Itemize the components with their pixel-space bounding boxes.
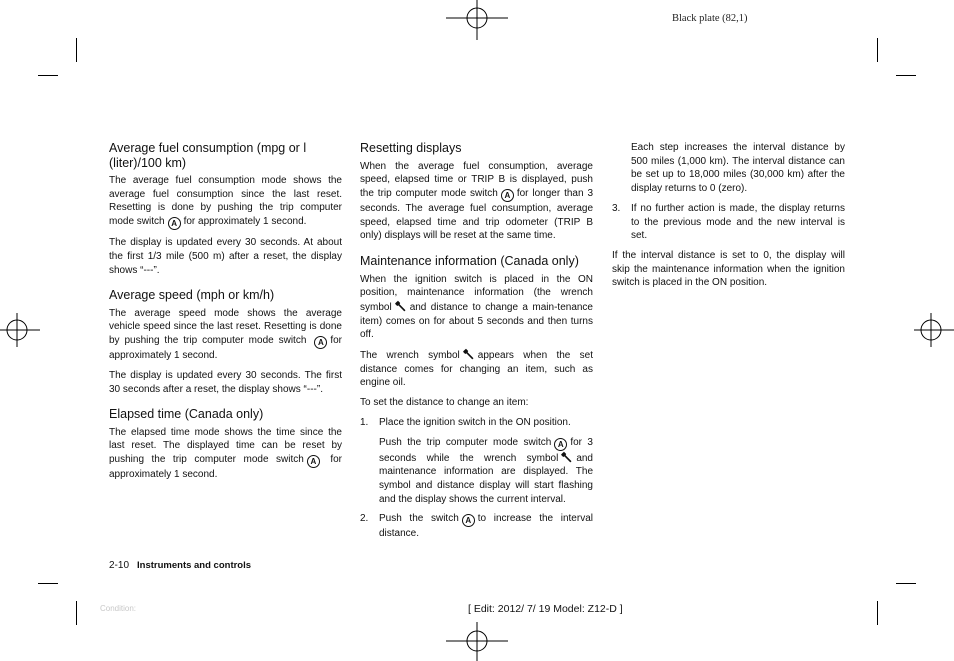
switch-a-icon: A — [462, 514, 475, 527]
paragraph: If the interval distance is set to 0, the display will skip the maintenance information when the ignition switch is placed in the ON position. — [612, 249, 845, 289]
text: Push the trip computer mode switch — [379, 436, 552, 448]
text: Push the switch — [379, 513, 459, 525]
page-number: 2-10 — [109, 560, 130, 571]
switch-a-icon: A — [307, 455, 320, 468]
wrench-icon — [395, 300, 407, 312]
text: for approximately 1 second. — [109, 335, 342, 362]
text: and maintenance information are displayed. The symbol and distance display will start flashing and the display shows the current interval. — [379, 452, 593, 505]
paragraph — [109, 174, 342, 230]
paragraph — [379, 436, 593, 507]
paragraph: The display is updated every 30 seconds. The first 30 seconds after a reset, the display shows “---”. — [109, 369, 342, 395]
paragraph: Each step increases the interval distance by 500 miles (1,000 km). The interval distance can be set up to 18,000 miles (30,000 km) after the display returns to 0 (zero). — [631, 142, 845, 195]
list-text: If no further action is made, the display returns to the previous mode and the new interval is set. — [631, 202, 845, 242]
column-3 — [612, 141, 845, 296]
text: The average fuel consumption mode shows the average fuel consumption since the last reset. Resetting is done by pushing the trip computer mode switch — [109, 175, 342, 228]
registration-mark-left — [0, 313, 40, 347]
list-item — [360, 512, 593, 541]
switch-a-icon: A — [501, 189, 514, 202]
switch-a-icon: A — [314, 336, 327, 349]
switch-a-icon: A — [554, 438, 567, 451]
list-number: 3. — [612, 202, 621, 214]
crop-mark — [896, 583, 916, 584]
heading-average-speed: Average speed (mph or km/h) — [109, 288, 275, 303]
crop-mark — [38, 583, 58, 584]
text: for approximately 1 second. — [109, 454, 343, 481]
list-item — [360, 416, 593, 430]
paragraph — [109, 307, 342, 363]
wrench-icon — [561, 451, 573, 463]
column-1 — [109, 141, 342, 488]
text: to increase the interval distance. — [379, 513, 593, 540]
paragraph: The display is updated every 30 seconds. At about the first 1/3 mile (500 m) after a reset, the display shows “---”. — [109, 237, 342, 276]
list-number: 2. — [360, 513, 369, 525]
paragraph — [360, 160, 593, 244]
paragraph: To set the distance to change an item: — [360, 397, 529, 409]
list-number: 1. — [360, 416, 369, 428]
column-2 — [360, 141, 593, 547]
text: The wrench symbol — [360, 350, 460, 362]
paragraph — [109, 426, 342, 482]
crop-mark — [38, 75, 58, 76]
crop-mark — [896, 75, 916, 76]
registration-mark-right — [914, 313, 954, 347]
text: When the average fuel consumption, average speed, elapsed time or TRIP B is displayed, push the trip computer mode switch — [360, 160, 593, 199]
text: and distance to change a main-tenance item) comes on for about 5 seconds and then turns off. — [360, 301, 593, 341]
crop-mark — [877, 38, 878, 62]
condition-label: Condition: — [100, 604, 137, 613]
heading-resetting-displays: Resetting displays — [360, 141, 462, 155]
list-text: Place the ignition switch in the ON position. — [379, 416, 571, 428]
heading-average-fuel-consumption: Average fuel consumption (mpg or l (liter)/100 km) — [109, 141, 307, 170]
switch-a-icon: A — [168, 217, 181, 230]
text: for approximately 1 second. — [183, 216, 307, 228]
crop-mark — [877, 601, 878, 625]
text: appears when the set distance comes for changing an item, such as engine oil. — [360, 350, 594, 389]
section-title: Instruments and controls — [137, 560, 252, 571]
list-item — [612, 202, 845, 243]
registration-mark-bottom — [446, 622, 508, 661]
text: When the ignition switch is placed in the ON position, maintenance information (the wrench symbol — [360, 273, 593, 313]
list-text — [379, 512, 593, 541]
crop-mark — [76, 601, 77, 625]
text: The average speed mode shows the average vehicle speed since the last reset. Resetting is done by pushing the trip computer mode switch — [109, 307, 342, 347]
heading-maintenance-information: Maintenance information (Canada only) — [360, 254, 579, 269]
plate-label: Black plate (82,1) — [672, 13, 748, 24]
registration-mark-top — [446, 0, 508, 40]
heading-elapsed-time: Elapsed time (Canada only) — [109, 407, 264, 422]
page-footer — [109, 560, 251, 571]
paragraph — [360, 273, 593, 343]
text: for 3 seconds while the wrench symbol — [379, 436, 593, 464]
edit-info: [ Edit: 2012/ 7/ 19 Model: Z12-D ] — [468, 603, 623, 615]
paragraph — [360, 348, 593, 390]
crop-mark — [76, 38, 77, 62]
text: The elapsed time mode shows the time since the last reset. The displayed time can be reset by pushing the trip computer mode switch — [109, 426, 342, 466]
wrench-icon — [463, 348, 475, 360]
text: for longer than 3 seconds. The average fuel consumption, average speed, elapsed time and trip odometer (TRIP B only) displays will be reset at the same time. — [360, 187, 594, 242]
